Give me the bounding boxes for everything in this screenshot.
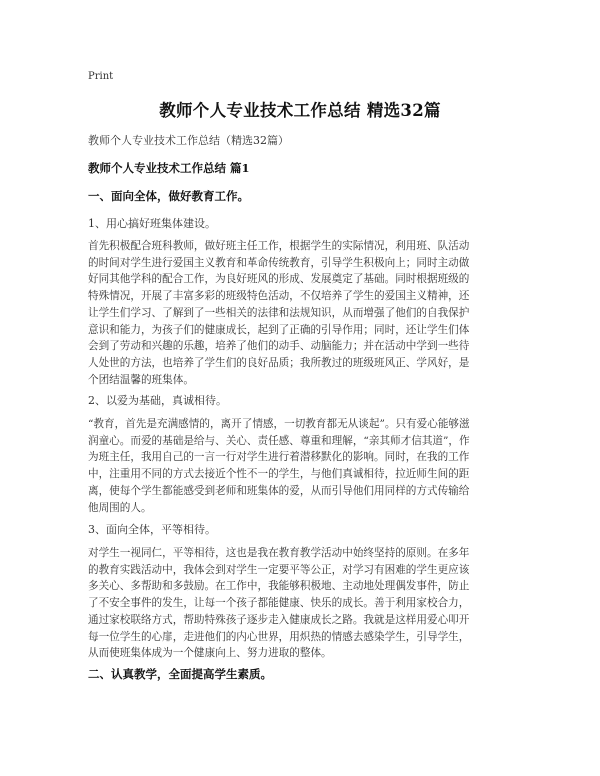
heading-two: 二、认真教学，全面提高学生素质。 (88, 667, 272, 681)
item-two: 2、以爱为基础，真诚相待。 (88, 394, 227, 407)
paragraph-line: 会到了劳动和兴趣的乐趣，培养了他们的动手、动脑能力；并在活动中学到一些待 (88, 340, 470, 353)
paragraph-line: “教育，首先是充满感情的，离开了情感，一切教育都无从谈起”。只有爱心能够滋 (88, 418, 470, 430)
paragraph-line: 润童心。而爱的基础是给与、关心、责任感、尊重和理解，“亲其师才信其道”，作 (88, 434, 470, 447)
paragraph-two (88, 416, 516, 516)
paragraph-line: 意识和能力，为孩子们的健康成长，起到了正确的引导作用；同时，还让学生们体 (88, 323, 470, 336)
paragraph-line: 好同其他学科的配合工作，为良好班风的形成、发展奠定了基础。同时根据班级的 (88, 273, 470, 286)
print-label[interactable]: Print (88, 71, 114, 82)
heading-one: 一、面向全体，做好教育工作。 (88, 189, 249, 203)
paragraph-line: 对学生一视同仁，平等相待，这也是我在教育教学活动中始终坚持的原则。在多年 (88, 547, 470, 559)
document-subtitle: 教师个人专业技术工作总结（精选32篇） (88, 134, 289, 147)
paragraph-line: 让学生们学习、了解到了一些相关的法律和法规知识，从而增强了他们的自我保护 (88, 306, 470, 319)
item-three: 3、面向全体，平等相待。 (88, 523, 216, 536)
paragraph-line: 的教育实践活动中，我体会到对学生一定要平等公正，对学习有困难的学生更应该 (88, 563, 470, 576)
paragraph-line: 中，注重用不同的方式去接近个性不一的学生，与他们真诚相待，拉近师生间的距 (88, 468, 470, 481)
paragraph-line: 个团结温馨的班集体。 (88, 373, 194, 386)
paragraph-line: 首先积极配合班科教师，做好班主任工作，根据学生的实际情况，利用班、队活动 (88, 240, 470, 252)
paragraph-line: 从而使班集体成为一个健康向上、努力进取的整体。 (88, 647, 332, 660)
paragraph-line: 通过家校联络方式，帮助特殊孩子逐步走入健康成长之路。我就是这样用爱心叩开 (88, 613, 470, 626)
item-one: 1、用心搞好班集体建设。 (88, 217, 216, 230)
paragraph-one (88, 238, 516, 388)
paragraph-line: 为班主任，我用自己的一言一行对学生进行着潜移默化的影响。同时，在我的工作 (88, 451, 470, 464)
paragraph-line: 特殊情况，开展了丰富多彩的班级特色活动，不仅培养了学生的爱国主义精神，还 (88, 290, 470, 303)
paragraph-line: 多关心、多帮助和多鼓励。在工作中，我能够积极地、主动地处理偶发事件，防止 (88, 580, 470, 593)
paragraph-three (88, 545, 516, 662)
paragraph-line: 的时间对学生进行爱国主义教育和革命传统教育，引导学生积极向上；同时主动做 (88, 256, 470, 269)
paragraph-line: 了不安全事件的发生，让每一个孩子都能健康、快乐的成长。善于利用家校合力， (88, 597, 470, 610)
paragraph-line: 离，使每个学生都能感受到老师和班集体的爱，从而引导他们用同样的方式传输给 (88, 484, 470, 497)
paragraph-line: 他周围的人。 (88, 501, 152, 514)
paragraph-line: 每一位学生的心扉，走进他们的内心世界，用炽热的情感去感染学生，引导学生， (88, 630, 470, 643)
section-title: 教师个人专业技术工作总结 篇1 (88, 161, 250, 175)
page-title: 教师个人专业技术工作总结 精选32篇 (159, 101, 441, 120)
paragraph-line: 人处世的方法，也培养了学生们的良好品质；我所教过的班级班风正、学风好，是 (88, 356, 470, 369)
